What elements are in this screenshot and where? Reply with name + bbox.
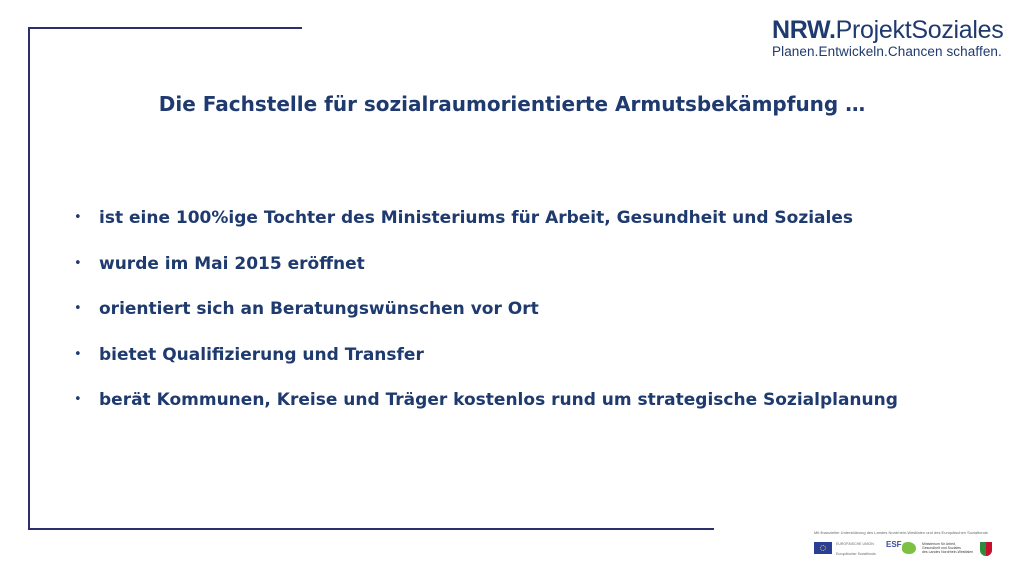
logo-brand-rest: ProjektSoziales xyxy=(835,16,1004,44)
eu-fund-label: Europäischer Sozialfonds xyxy=(836,552,876,556)
list-item xyxy=(70,205,898,251)
eu-flag-icon xyxy=(814,542,832,554)
slide-title: Die Fachstelle für sozialraumorientierte Armutsbekämpfung … xyxy=(158,92,866,116)
list-item xyxy=(70,387,898,433)
funding-note: Mit finanzieller Unterstützung des Landes Nordrhein-Westfalen und des Europäischen Sozialfonds xyxy=(814,530,988,535)
bullet-icon: • xyxy=(74,301,82,316)
bullet-icon: • xyxy=(74,346,82,362)
bullet-text: bietet Qualifizierung und Transfer xyxy=(99,344,424,365)
list-item xyxy=(70,296,898,342)
frame-top-line xyxy=(28,27,302,29)
eu-stars-icon xyxy=(820,545,826,551)
logo-tagline: Planen.Entwickeln.Chancen schaffen. xyxy=(772,44,1002,59)
logo-wordmark xyxy=(772,16,1012,44)
nrw-map-icon xyxy=(902,542,916,554)
bullet-list xyxy=(70,205,898,433)
nrw-projektsoziales-logo xyxy=(772,16,1012,64)
bullet-text: ist eine 100%ige Tochter des Ministeriums für Arbeit, Gesundheit und Soziales xyxy=(99,208,854,228)
eu-label: EUROPÄISCHE UNION xyxy=(836,542,874,546)
list-item xyxy=(70,251,898,297)
bullet-text: wurde im Mai 2015 eröffnet xyxy=(99,253,365,274)
bullet-icon: • xyxy=(74,255,82,271)
bullet-icon: • xyxy=(74,210,82,225)
logo-dot: . xyxy=(828,16,836,44)
bullet-text: berät Kommunen, Kreise und Träger kostenlos rund um strategische Sozialplanung xyxy=(99,390,898,410)
funding-footer xyxy=(806,530,996,570)
esf-logo: ESF xyxy=(886,540,902,549)
nrw-crest-icon xyxy=(980,542,992,556)
logo-brand-bold: NRW xyxy=(772,16,829,44)
bullet-icon: • xyxy=(74,392,82,407)
bullet-text: orientiert sich an Beratungswünschen vor Ort xyxy=(99,299,539,319)
crest-red-field xyxy=(986,542,992,556)
frame-bottom-line xyxy=(28,528,714,530)
list-item xyxy=(70,342,898,388)
ministry-label: Ministerium für Arbeit, Gesundheit und Soziales des Landes Nordrhein-Westfalen xyxy=(922,542,974,554)
